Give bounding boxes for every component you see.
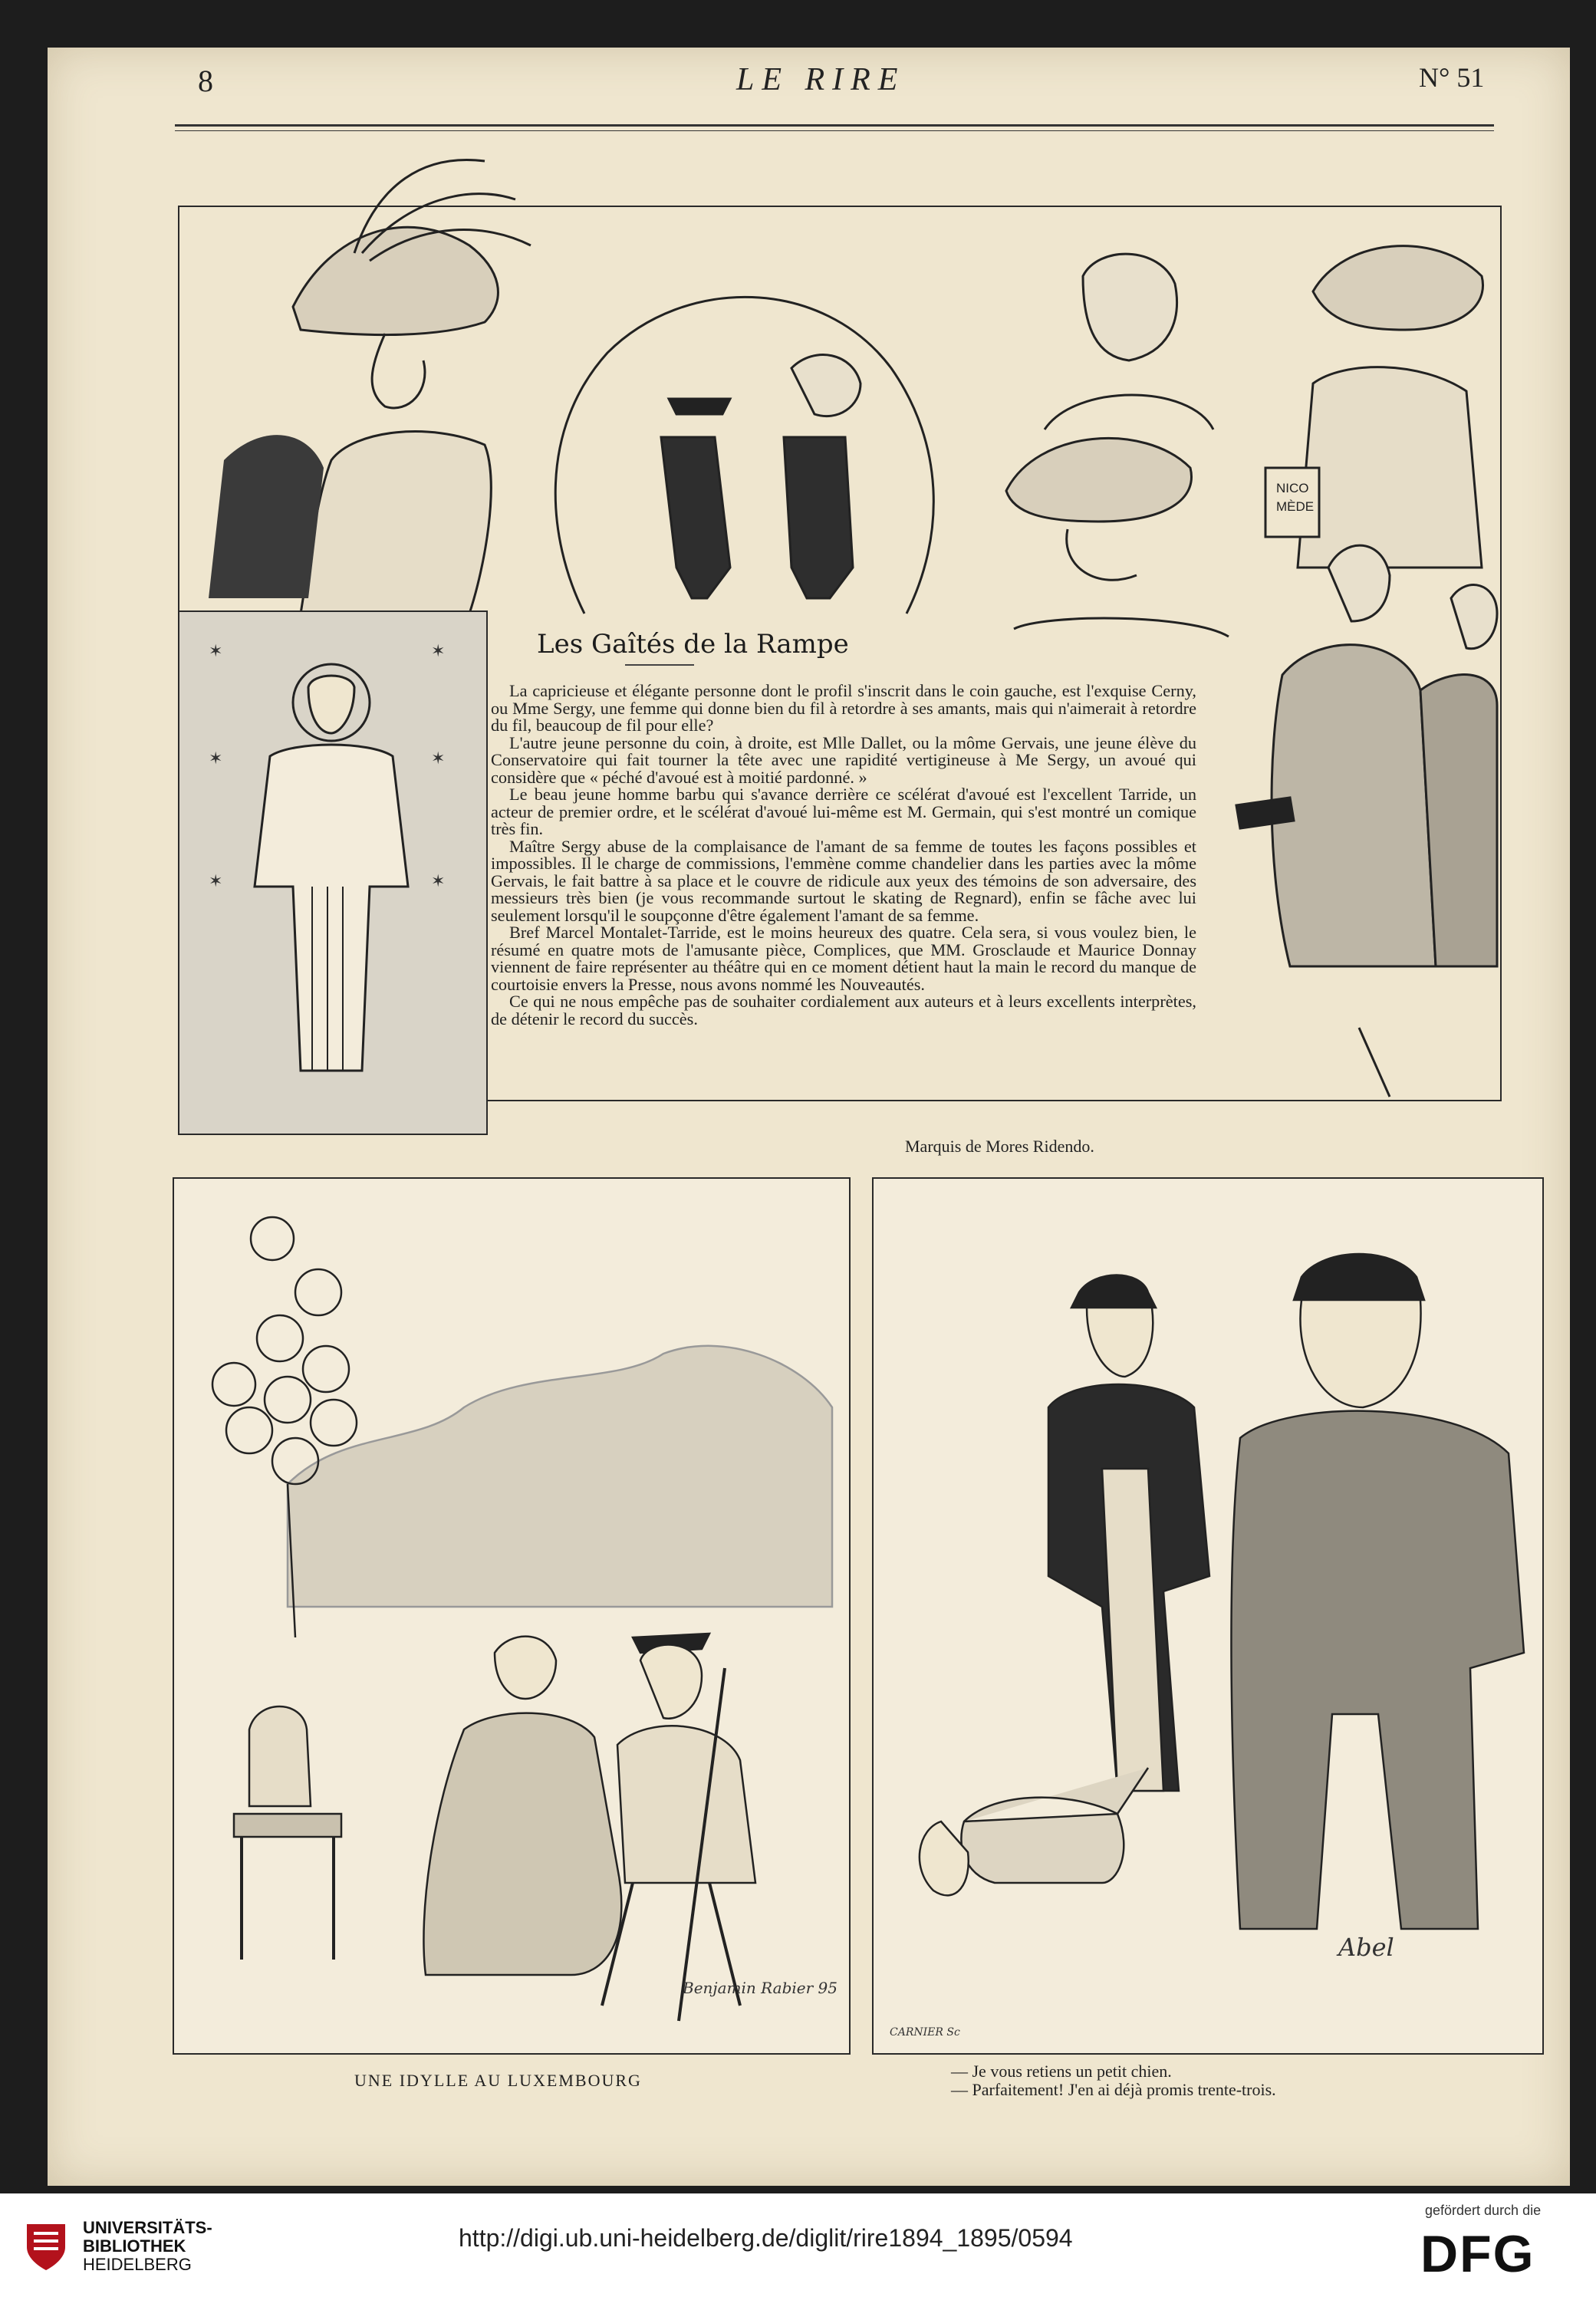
article-paragraph: Ce qui ne nous empêche pas de souhaiter cordialement aux auteurs et à leurs excellents interprètes, de détenir le record du succès.: [491, 992, 1196, 1028]
article-paragraph: L'autre jeune personne du coin, à droite, est Mlle Dallet, ou la môme Gervais, une jeune élève du Conservatoire qui fait tourner la tête avec une rapidité vertigineuse à Me Sergy, un avoué qui considère que « péché d'avoué est à moitié pardonné. »: [491, 732, 1196, 787]
library-name-line2: BIBLIOTHEK: [83, 2236, 186, 2256]
svg-text:✶: ✶: [431, 642, 446, 661]
pierrot-illustration: [178, 610, 485, 1132]
man-portrait-drawing: [1045, 254, 1213, 429]
dog-artist-signature: Abel: [1338, 1933, 1394, 1962]
svg-text:✶: ✶: [431, 872, 446, 891]
header-rule: [175, 124, 1494, 127]
woman-ribbon-hat-drawing: [1006, 438, 1229, 637]
article-paragraph: Le beau jeune homme barbu qui s'avance derrière ce scélérat d'avoué est l'excellent Tarride, un acteur de premier ordre, et le scélérat d'avoué lui-même est M. Germain, qui s'est montré un comique très fin.: [491, 785, 1196, 838]
article-title-underline: [625, 664, 694, 666]
issue-number: N° 51: [1419, 62, 1485, 93]
article-paragraph: La capricieuse et élégante personne dont le profil s'inscrit dans le coin gauche, est l'exquise Cerny, ou Mme Sergy, une femme qui donne bien du fil à retordre à ses amants, mais qui n'aimerait à retordre du fil, beaucoup de fil pour elle?: [491, 681, 1196, 735]
dog-engraver-signature: CARNIER Sc: [890, 2026, 960, 2039]
svg-text:✶: ✶: [209, 749, 223, 768]
article-body: [491, 683, 1196, 1028]
luxembourg-cartoon-illustration: [173, 1177, 847, 2052]
page-number: 8: [198, 64, 213, 98]
svg-text:✶: ✶: [209, 642, 223, 661]
dog-caption-line-1: — Je vous retiens un petit chien.: [951, 2062, 1172, 2081]
article-signature: Marquis de Mores Ridendo.: [905, 1137, 1094, 1156]
library-name-line1: UNIVERSITÄTS-: [83, 2218, 212, 2237]
luxembourg-artist-signature: Benjamin Rabier 95: [683, 1979, 837, 1997]
source-url-link[interactable]: http://digi.ub.uni-heidelberg.de/diglit/rire1894_1895/0594: [459, 2224, 1073, 2252]
library-name[interactable]: [83, 2219, 212, 2274]
library-name-line3: HEIDELBERG: [83, 2255, 192, 2274]
luxembourg-caption: UNE IDYLLE AU LUXEMBOURG: [354, 2071, 642, 2090]
book-label-line1: NICO: [1276, 481, 1309, 495]
article-paragraph: Bref Marcel Montalet-Tarride, est le moins heureux des quatre. Cela sera, si vous voulez bien, le résumé en quatre mots de l'amusante pièce, Complices, que MM. Grosclaude et Maurice Donnay viennent de faire représenter au théâtre qui en ce moment détient haut la main le record du manque de courtoisie envers la Presse, nous avons nommé les Nouveautés.: [491, 923, 1196, 994]
woman-flower-hat-drawing: [1265, 246, 1483, 568]
dfg-funding-label: gefördert durch die: [1425, 2203, 1542, 2218]
masthead-title: LE RIRE: [736, 62, 906, 97]
woman-feathered-hat-drawing: [209, 160, 531, 614]
two-standing-men-drawing: [1236, 545, 1497, 1097]
book-label-line2: MÈDE: [1276, 499, 1315, 514]
article-paragraph: Maître Sergy abuse de la complaisance de l'amant de sa femme de toutes les façons possibles et impossibles. Il le charge de commissions, l'emmène comme chandelier dans les parties avec la môme Gervais, le fait battre à sa place et le couvre de ridicule aux yeux des témoins de son adversaire, des messieurs très bien (je vous recommande surtout le skating de Regnard), enfin se fâche avec lui seulement lorsqu'il le soupçonne d'être également l'amant de sa femme.: [491, 836, 1196, 925]
svg-text:✶: ✶: [209, 872, 223, 891]
article-title: Les Gaîtés de la Rampe: [537, 629, 849, 660]
dfg-logo-icon[interactable]: DFG: [1420, 2225, 1535, 2283]
svg-text:✶: ✶: [431, 749, 446, 768]
two-men-circle-drawing: [555, 297, 933, 614]
header-rule-thin: [175, 130, 1494, 131]
dog-cartoon-illustration: [872, 1177, 1541, 2052]
dog-caption-line-2: — Parfaitement! J'en ai déjà promis trente-trois.: [951, 2080, 1276, 2099]
heidelberg-library-logo-icon[interactable]: [23, 2216, 69, 2272]
